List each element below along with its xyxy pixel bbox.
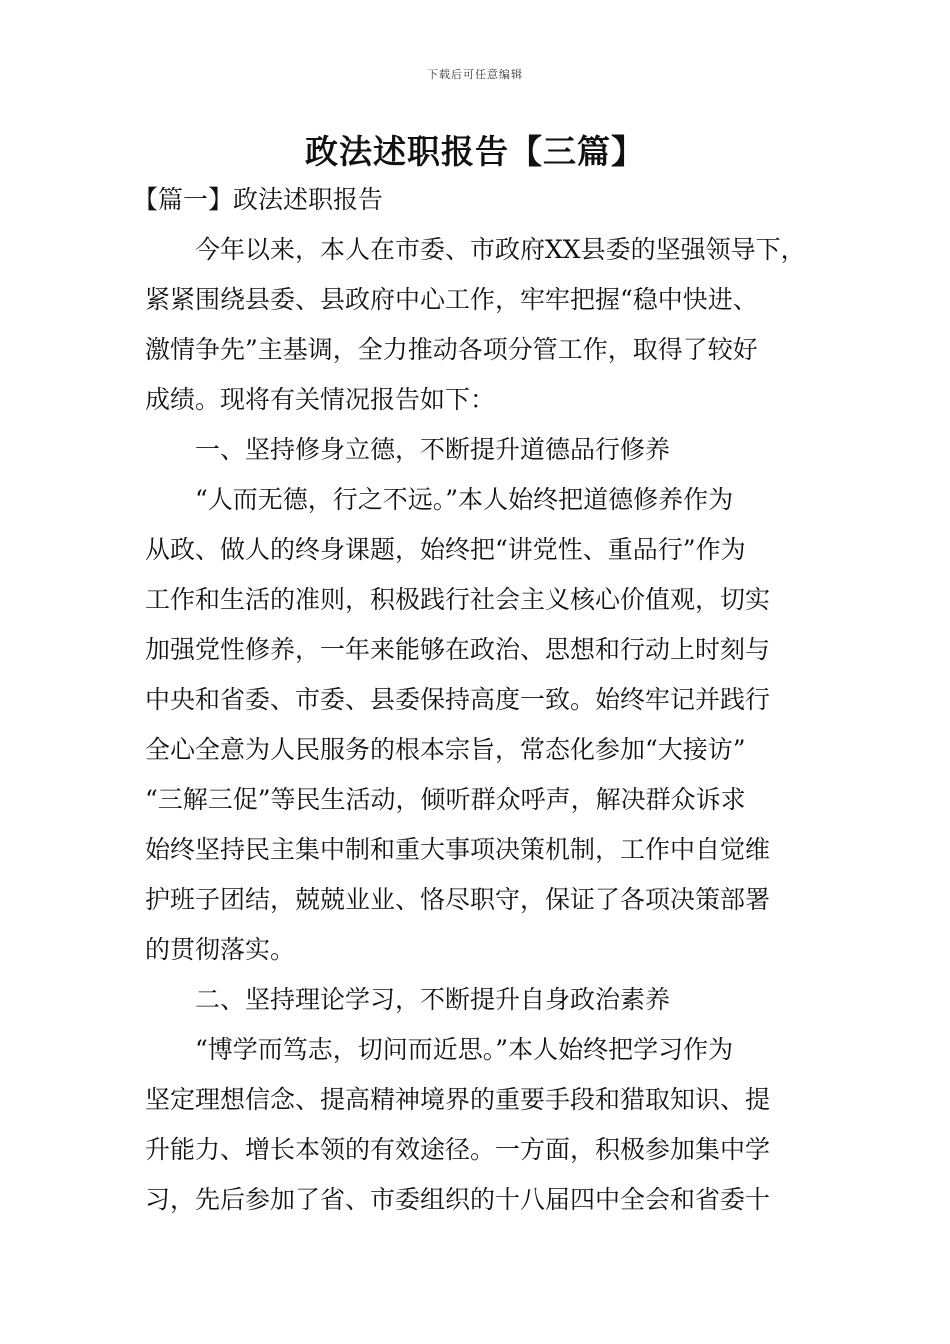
body-line: 紧紧围绕县委、县政府中心工作，牢牢把握“稳中快进、 xyxy=(145,285,758,314)
body-line: 一、坚持修身立德，不断提升道德品行修养 xyxy=(195,435,671,464)
body-line: 习，先后参加了省、市委组织的十八届四中全会和省委十 xyxy=(145,1185,771,1214)
body-line: 始终坚持民主集中制和重大事项决策机制，工作中自觉维 xyxy=(145,835,771,864)
header-note: 下载后可任意编辑 xyxy=(427,68,523,81)
body-line: 护班子团结，兢兢业业、恪尽职守，保证了各项决策部署 xyxy=(145,885,771,914)
body-line: 工作和生活的准则，积极践行社会主义核心价值观，切实 xyxy=(145,585,771,614)
body-line: “三解三促”等民生活动，倾听群众呼声，解决群众诉求 xyxy=(145,785,746,814)
body-lines xyxy=(145,225,810,1225)
body-line: 从政、做人的终身课题，始终把“讲党性、重品行”作为 xyxy=(145,535,746,564)
body-line: 二、坚持理论学习，不断提升自身政治素养 xyxy=(195,985,671,1014)
body-line: 的贯彻落实。 xyxy=(145,935,296,964)
body-line: 激情争先”主基调，全力推动各项分管工作，取得了较好 xyxy=(145,335,758,364)
body-line: “博学而笃志，切问而近思。”本人始终把学习作为 xyxy=(195,1035,734,1064)
document-title: 政法述职报告【三篇】 xyxy=(305,132,645,171)
body-line: 今年以来，本人在市委、市政府XX县委的坚强领导下， xyxy=(195,235,806,264)
body-line: 成绩。现将有关情况报告如下： xyxy=(145,385,496,414)
body-line: 升能力、增长本领的有效途径。一方面，积极参加集中学 xyxy=(145,1135,771,1164)
document-body xyxy=(133,175,810,1225)
body-line: 坚定理想信念、提高精神境界的重要手段和猎取知识、提 xyxy=(145,1085,771,1114)
body-line: 全心全意为人民服务的根本宗旨，常态化参加“大接访” xyxy=(145,735,746,764)
body-line: “人而无德，行之不远。”本人始终把道德修养作为 xyxy=(195,485,734,514)
body-line: 中央和省委、市委、县委保持高度一致。始终牢记并践行 xyxy=(145,685,771,714)
section-heading: 【篇一】政法述职报告 xyxy=(133,185,384,214)
body-line: 加强党性修养，一年来能够在政治、思想和行动上时刻与 xyxy=(145,635,771,664)
